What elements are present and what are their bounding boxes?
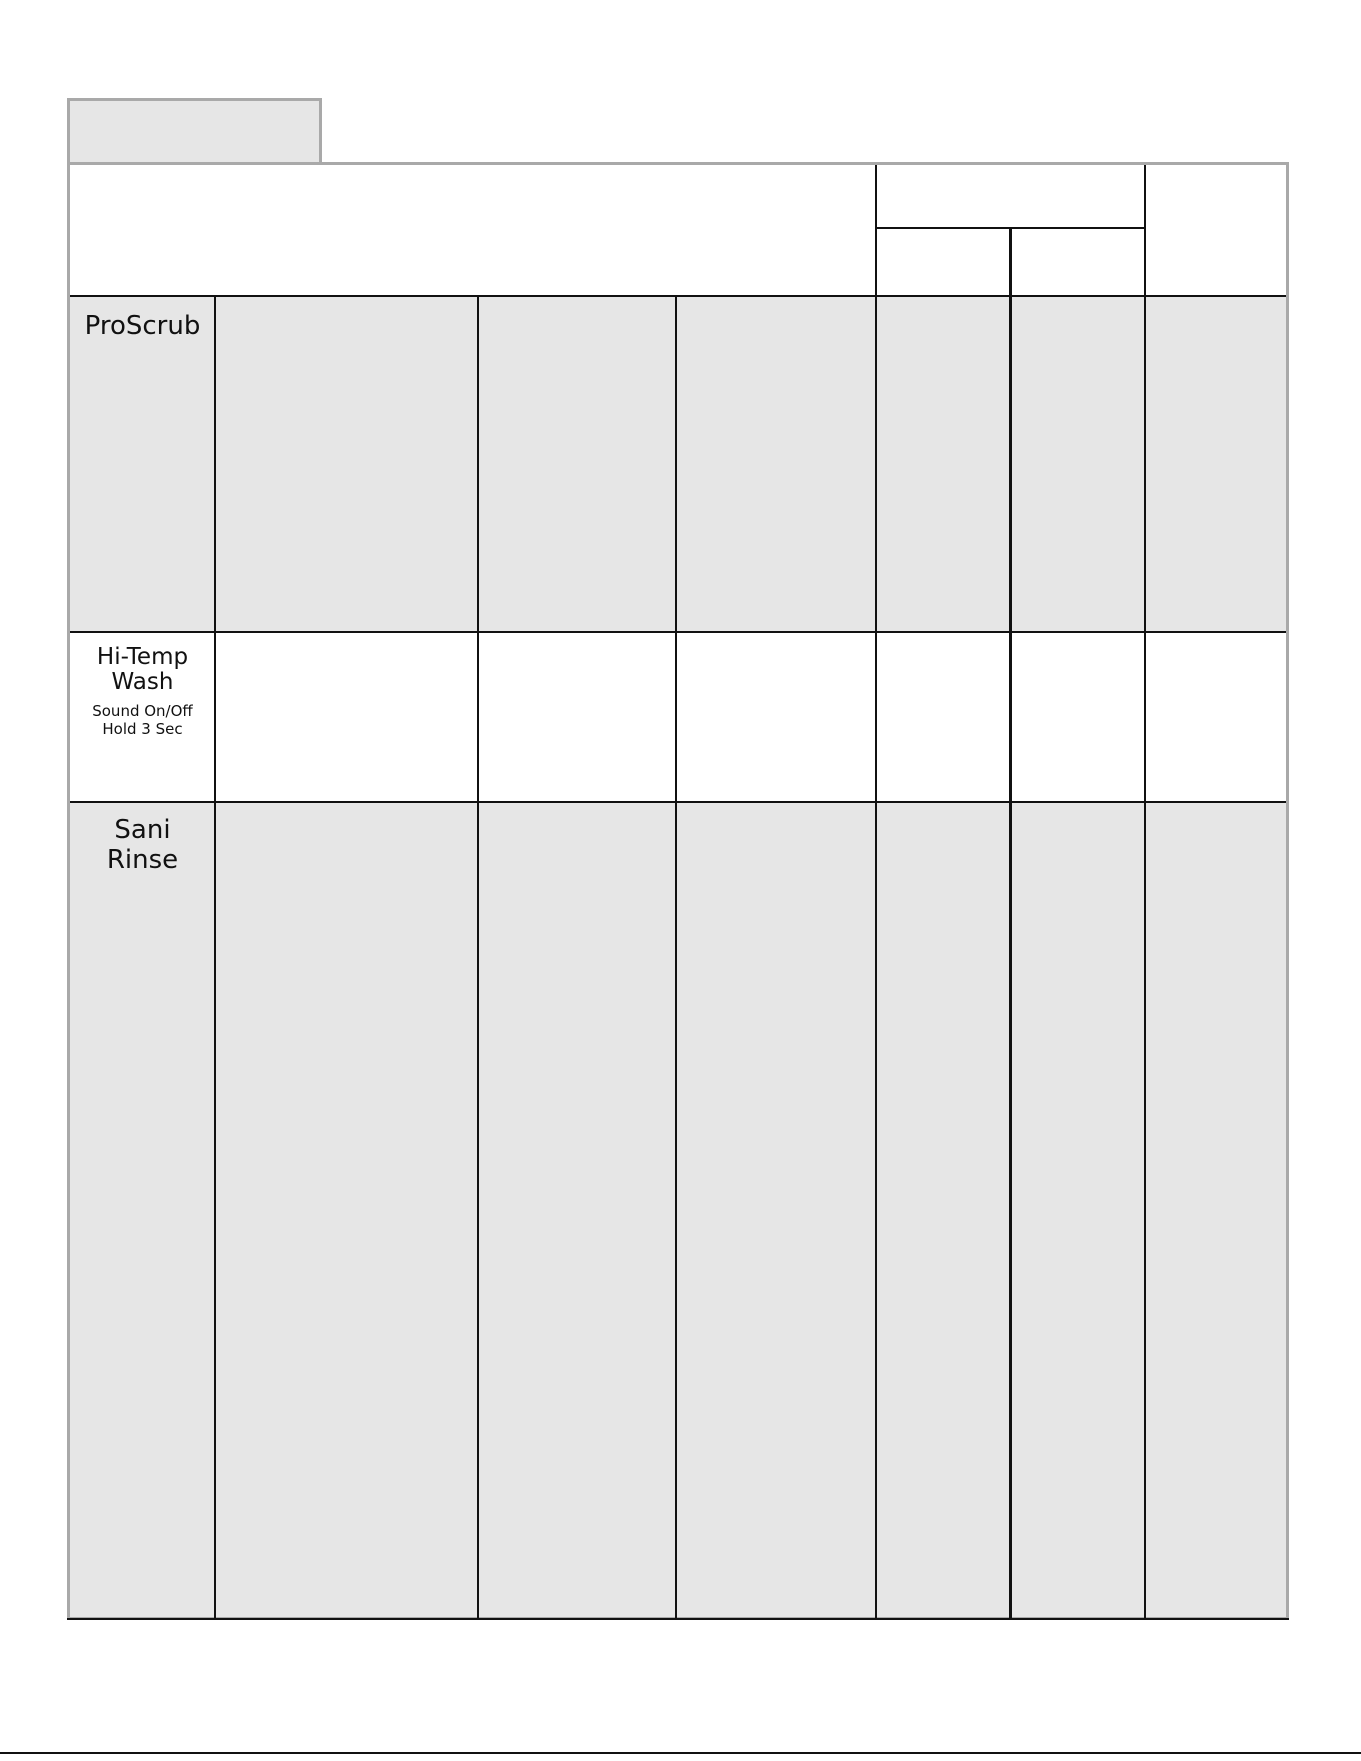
- row-band-sani-rinse: [70, 802, 1286, 1617]
- mode-note-line-1: Sound On/Off: [92, 702, 193, 720]
- column-line-2: [477, 295, 479, 1620]
- table-bottom-line: [67, 1618, 1289, 1620]
- mode-name-line-1: Hi-Temp: [96, 644, 189, 670]
- mode-note-line-2: Hold 3 Sec: [102, 720, 183, 738]
- mode-label-hi-temp-wash: [70, 645, 215, 738]
- section-tab: [67, 98, 322, 162]
- column-line-4: [875, 165, 877, 1620]
- header-bottom-line: [70, 295, 1286, 297]
- row-divider-1: [70, 631, 1286, 633]
- row-band-proscrub: [70, 297, 1286, 632]
- mode-name-line-1: Sani: [114, 815, 171, 845]
- mode-name-line-2: Rinse: [106, 845, 179, 875]
- footer-rule: [0, 1752, 1361, 1754]
- column-line-6: [1144, 165, 1146, 1620]
- mode-name-line-2: Wash: [111, 669, 174, 695]
- row-divider-2: [70, 801, 1286, 803]
- mode-label-proscrub: [70, 311, 215, 341]
- column-line-5: [1009, 228, 1012, 1620]
- mode-name: ProScrub: [84, 311, 201, 341]
- mode-label-sani-rinse: [70, 815, 215, 875]
- column-line-1: [214, 295, 216, 1620]
- column-line-3: [675, 295, 677, 1620]
